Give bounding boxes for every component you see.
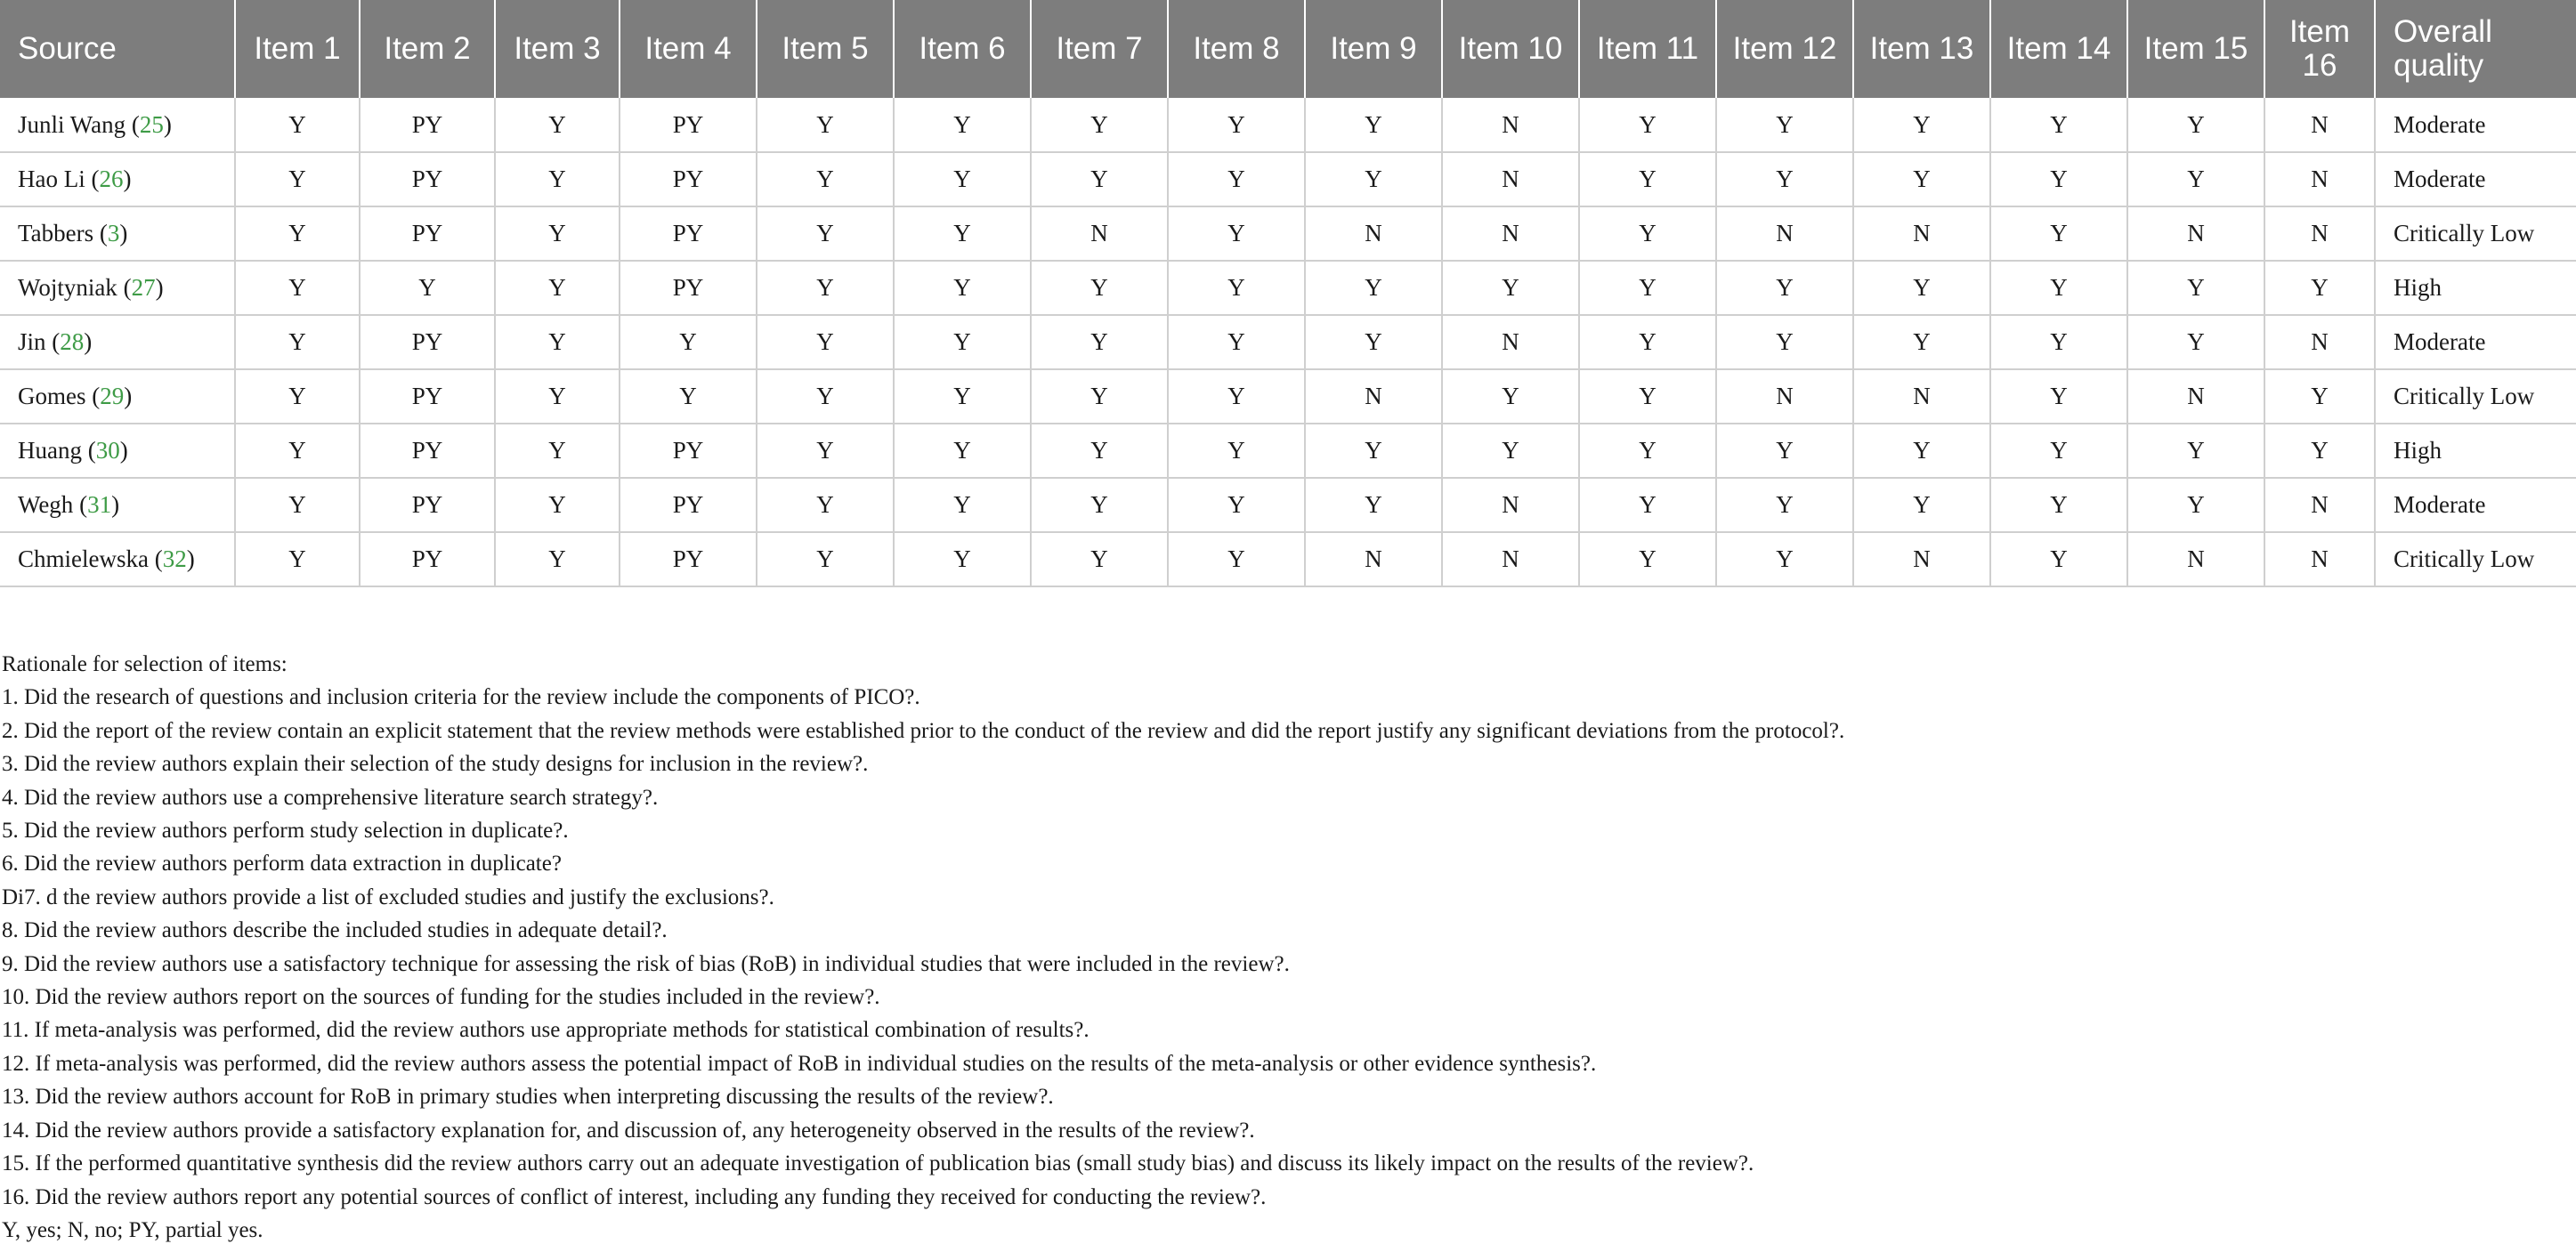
footnote-line: Di7. d the review authors provide a list of excluded studies and justify the exclusions?. bbox=[2, 884, 774, 909]
item-8-rating-cell: Y bbox=[1168, 152, 1305, 206]
item-14-rating-cell: Y bbox=[1990, 369, 2127, 424]
item-16-rating-cell: N bbox=[2264, 315, 2375, 369]
item-2-rating-cell: PY bbox=[360, 424, 495, 478]
item-9-rating-cell: Y bbox=[1305, 478, 1442, 532]
footnote-line: 4. Did the review authors use a comprehensive literature search strategy?. bbox=[2, 785, 659, 810]
column-header-item-16: Item 16 bbox=[2264, 0, 2375, 98]
item-5-rating-cell: Y bbox=[757, 369, 894, 424]
item-1-rating-cell: Y bbox=[235, 206, 360, 261]
item-9-rating-cell: Y bbox=[1305, 424, 1442, 478]
item-10-rating-cell: N bbox=[1442, 532, 1579, 586]
item-8-rating-cell: Y bbox=[1168, 369, 1305, 424]
item-8-rating-cell: Y bbox=[1168, 478, 1305, 532]
item-15-rating-cell: N bbox=[2127, 206, 2264, 261]
reference-link[interactable]: 27 bbox=[131, 274, 156, 301]
item-10-rating-cell: N bbox=[1442, 98, 1579, 152]
overall-quality-cell: Critically Low bbox=[2375, 532, 2576, 586]
footnote-line: 16. Did the review authors report any potential sources of conflict of interest, including any funding they received for conducting the review?. bbox=[2, 1184, 1267, 1209]
footnote-line: 2. Did the report of the review contain an explicit statement that the review methods were established prior to the conduct of the review and did the report justify any significant deviations from the protocol?. bbox=[2, 718, 1845, 743]
item-2-rating-cell: PY bbox=[360, 152, 495, 206]
footnote-line: 6. Did the review authors perform data extraction in duplicate? bbox=[2, 852, 562, 876]
item-5-rating-cell: Y bbox=[757, 206, 894, 261]
item-6-rating-cell: Y bbox=[894, 532, 1031, 586]
item-15-rating-cell: N bbox=[2127, 369, 2264, 424]
item-5-rating-cell: Y bbox=[757, 532, 894, 586]
item-7-rating-cell: Y bbox=[1031, 261, 1168, 315]
item-6-rating-cell: Y bbox=[894, 424, 1031, 478]
source-cell: Huang (30) bbox=[0, 424, 235, 478]
column-header-item-7: Item 7 bbox=[1031, 0, 1168, 98]
source-name: Wojtyniak bbox=[18, 274, 117, 301]
item-13-rating-cell: Y bbox=[1853, 478, 1990, 532]
column-header-item-9: Item 9 bbox=[1305, 0, 1442, 98]
footnote-line: 8. Did the review authors describe the included studies in adequate detail?. bbox=[2, 918, 668, 943]
item-6-rating-cell: Y bbox=[894, 478, 1031, 532]
table-row bbox=[0, 98, 2576, 152]
item-11-rating-cell: Y bbox=[1579, 532, 1716, 586]
overall-quality-cell: Moderate bbox=[2375, 98, 2576, 152]
source-cell: Hao Li (26) bbox=[0, 152, 235, 206]
item-13-rating-cell: Y bbox=[1853, 424, 1990, 478]
item-6-rating-cell: Y bbox=[894, 315, 1031, 369]
item-14-rating-cell: Y bbox=[1990, 152, 2127, 206]
item-6-rating-cell: Y bbox=[894, 261, 1031, 315]
item-12-rating-cell: Y bbox=[1716, 532, 1853, 586]
column-header-item-15: Item 15 bbox=[2127, 0, 2264, 98]
table-row bbox=[0, 424, 2576, 478]
item-16-rating-cell: N bbox=[2264, 532, 2375, 586]
item-4-rating-cell: PY bbox=[620, 424, 757, 478]
item-9-rating-cell: Y bbox=[1305, 315, 1442, 369]
column-header-item-3: Item 3 bbox=[495, 0, 620, 98]
item-2-rating-cell: PY bbox=[360, 315, 495, 369]
item-5-rating-cell: Y bbox=[757, 152, 894, 206]
column-header-item-14: Item 14 bbox=[1990, 0, 2127, 98]
item-11-rating-cell: Y bbox=[1579, 424, 1716, 478]
item-7-rating-cell: Y bbox=[1031, 98, 1168, 152]
table-row bbox=[0, 532, 2576, 586]
item-8-rating-cell: Y bbox=[1168, 532, 1305, 586]
item-16-rating-cell: Y bbox=[2264, 369, 2375, 424]
table-footnotes bbox=[2, 648, 2565, 1247]
item-15-rating-cell: Y bbox=[2127, 315, 2264, 369]
item-7-rating-cell: Y bbox=[1031, 532, 1168, 586]
column-header-item-1: Item 1 bbox=[235, 0, 360, 98]
item-5-rating-cell: Y bbox=[757, 98, 894, 152]
source-cell: Junli Wang (25) bbox=[0, 98, 235, 152]
item-6-rating-cell: Y bbox=[894, 206, 1031, 261]
item-4-rating-cell: PY bbox=[620, 532, 757, 586]
item-2-rating-cell: PY bbox=[360, 478, 495, 532]
item-12-rating-cell: N bbox=[1716, 369, 1853, 424]
source-name: Chmielewska bbox=[18, 545, 149, 572]
item-1-rating-cell: Y bbox=[235, 315, 360, 369]
item-2-rating-cell: PY bbox=[360, 532, 495, 586]
overall-quality-cell: High bbox=[2375, 424, 2576, 478]
item-16-rating-cell: Y bbox=[2264, 261, 2375, 315]
item-10-rating-cell: Y bbox=[1442, 424, 1579, 478]
footnote-line: 5. Did the review authors perform study selection in duplicate?. bbox=[2, 819, 569, 844]
item-16-rating-cell: N bbox=[2264, 206, 2375, 261]
footnote-line: 13. Did the review authors account for RoB in primary studies when interpreting discussing the results of the review?. bbox=[2, 1085, 1054, 1110]
item-4-rating-cell: PY bbox=[620, 98, 757, 152]
item-12-rating-cell: Y bbox=[1716, 152, 1853, 206]
source-name: Jin bbox=[18, 328, 46, 355]
column-header-item-5: Item 5 bbox=[757, 0, 894, 98]
source-name: Huang bbox=[18, 437, 82, 464]
item-15-rating-cell: Y bbox=[2127, 478, 2264, 532]
table-row bbox=[0, 152, 2576, 206]
column-header-item-11: Item 11 bbox=[1579, 0, 1716, 98]
column-header-source: Source bbox=[0, 0, 235, 98]
amstar-quality-table bbox=[0, 0, 2576, 587]
item-3-rating-cell: Y bbox=[495, 261, 620, 315]
item-2-rating-cell: PY bbox=[360, 98, 495, 152]
column-header-overall-quality: Overall quality bbox=[2375, 0, 2576, 98]
item-5-rating-cell: Y bbox=[757, 424, 894, 478]
item-7-rating-cell: Y bbox=[1031, 424, 1168, 478]
item-9-rating-cell: N bbox=[1305, 206, 1442, 261]
item-15-rating-cell: Y bbox=[2127, 152, 2264, 206]
source-name: Gomes bbox=[18, 383, 86, 409]
overall-quality-cell: Critically Low bbox=[2375, 369, 2576, 424]
item-11-rating-cell: Y bbox=[1579, 206, 1716, 261]
footnote-line: 14. Did the review authors provide a satisfactory explanation for, and discussion of, any heterogeneity observed in the results of the review?. bbox=[2, 1118, 1255, 1143]
table-row bbox=[0, 315, 2576, 369]
column-header-item-12: Item 12 bbox=[1716, 0, 1853, 98]
reference-link[interactable]: 30 bbox=[95, 437, 120, 464]
item-3-rating-cell: Y bbox=[495, 424, 620, 478]
item-12-rating-cell: Y bbox=[1716, 315, 1853, 369]
item-12-rating-cell: Y bbox=[1716, 478, 1853, 532]
table-row bbox=[0, 478, 2576, 532]
item-2-rating-cell: Y bbox=[360, 261, 495, 315]
table-body bbox=[0, 98, 2576, 586]
item-15-rating-cell: N bbox=[2127, 532, 2264, 586]
table-row bbox=[0, 261, 2576, 315]
item-10-rating-cell: Y bbox=[1442, 261, 1579, 315]
column-header-item-8: Item 8 bbox=[1168, 0, 1305, 98]
item-8-rating-cell: Y bbox=[1168, 261, 1305, 315]
item-3-rating-cell: Y bbox=[495, 478, 620, 532]
item-4-rating-cell: Y bbox=[620, 369, 757, 424]
item-16-rating-cell: Y bbox=[2264, 424, 2375, 478]
item-4-rating-cell: PY bbox=[620, 152, 757, 206]
source-name: Wegh bbox=[18, 491, 74, 518]
item-3-rating-cell: Y bbox=[495, 206, 620, 261]
item-1-rating-cell: Y bbox=[235, 369, 360, 424]
item-5-rating-cell: Y bbox=[757, 261, 894, 315]
item-15-rating-cell: Y bbox=[2127, 98, 2264, 152]
overall-quality-cell: Moderate bbox=[2375, 478, 2576, 532]
overall-quality-cell: Critically Low bbox=[2375, 206, 2576, 261]
footnote-line: 15. If the performed quantitative synthesis did the review authors carry out an adequate investigation of publication bias (small study bias) and discuss its likely impact on the results of the review?. bbox=[2, 1151, 1754, 1176]
source-cell: Wojtyniak (27) bbox=[0, 261, 235, 315]
item-14-rating-cell: Y bbox=[1990, 98, 2127, 152]
overall-quality-cell: High bbox=[2375, 261, 2576, 315]
item-9-rating-cell: Y bbox=[1305, 152, 1442, 206]
item-7-rating-cell: Y bbox=[1031, 152, 1168, 206]
item-13-rating-cell: Y bbox=[1853, 315, 1990, 369]
item-10-rating-cell: N bbox=[1442, 478, 1579, 532]
item-15-rating-cell: Y bbox=[2127, 424, 2264, 478]
table-header-row bbox=[0, 0, 2576, 98]
source-cell: Jin (28) bbox=[0, 315, 235, 369]
item-1-rating-cell: Y bbox=[235, 261, 360, 315]
item-7-rating-cell: Y bbox=[1031, 315, 1168, 369]
reference-link[interactable]: 25 bbox=[139, 110, 164, 138]
item-11-rating-cell: Y bbox=[1579, 152, 1716, 206]
item-16-rating-cell: N bbox=[2264, 98, 2375, 152]
item-6-rating-cell: Y bbox=[894, 369, 1031, 424]
item-16-rating-cell: N bbox=[2264, 152, 2375, 206]
item-11-rating-cell: Y bbox=[1579, 478, 1716, 532]
item-15-rating-cell: Y bbox=[2127, 261, 2264, 315]
item-8-rating-cell: Y bbox=[1168, 206, 1305, 261]
item-13-rating-cell: Y bbox=[1853, 152, 1990, 206]
item-4-rating-cell: Y bbox=[620, 315, 757, 369]
footnote-line: 3. Did the review authors explain their selection of the study designs for inclusion in the review?. bbox=[2, 752, 869, 777]
item-9-rating-cell: N bbox=[1305, 369, 1442, 424]
column-header-item-4: Item 4 bbox=[620, 0, 757, 98]
item-14-rating-cell: Y bbox=[1990, 424, 2127, 478]
reference-link[interactable]: 3 bbox=[107, 220, 120, 246]
item-11-rating-cell: Y bbox=[1579, 261, 1716, 315]
item-12-rating-cell: Y bbox=[1716, 98, 1853, 152]
item-1-rating-cell: Y bbox=[235, 424, 360, 478]
item-3-rating-cell: Y bbox=[495, 315, 620, 369]
item-14-rating-cell: Y bbox=[1990, 315, 2127, 369]
item-8-rating-cell: Y bbox=[1168, 315, 1305, 369]
footnote-line: 12. If meta-analysis was performed, did the review authors assess the potential impact of RoB in individual studies on the results of the meta-analysis or other evidence synthesis?. bbox=[2, 1051, 1597, 1076]
item-7-rating-cell: N bbox=[1031, 206, 1168, 261]
item-13-rating-cell: N bbox=[1853, 532, 1990, 586]
reference-link[interactable]: 29 bbox=[100, 383, 125, 409]
source-name: Junli Wang bbox=[18, 110, 126, 138]
item-13-rating-cell: Y bbox=[1853, 261, 1990, 315]
source-name: Tabbers bbox=[18, 220, 94, 246]
item-11-rating-cell: Y bbox=[1579, 98, 1716, 152]
item-7-rating-cell: Y bbox=[1031, 478, 1168, 532]
item-1-rating-cell: Y bbox=[235, 152, 360, 206]
source-name: Hao Li bbox=[18, 166, 85, 192]
item-8-rating-cell: Y bbox=[1168, 98, 1305, 152]
item-9-rating-cell: Y bbox=[1305, 98, 1442, 152]
item-11-rating-cell: Y bbox=[1579, 315, 1716, 369]
item-11-rating-cell: Y bbox=[1579, 369, 1716, 424]
source-cell: Wegh (31) bbox=[0, 478, 235, 532]
item-12-rating-cell: Y bbox=[1716, 424, 1853, 478]
item-1-rating-cell: Y bbox=[235, 532, 360, 586]
reference-link[interactable]: 26 bbox=[99, 166, 124, 192]
footnote-line: 11. If meta-analysis was performed, did the review authors use appropriate methods for statistical combination of results?. bbox=[2, 1018, 1090, 1043]
source-cell: Tabbers (3) bbox=[0, 206, 235, 261]
item-9-rating-cell: N bbox=[1305, 532, 1442, 586]
item-5-rating-cell: Y bbox=[757, 478, 894, 532]
item-14-rating-cell: Y bbox=[1990, 206, 2127, 261]
item-2-rating-cell: PY bbox=[360, 206, 495, 261]
source-cell: Gomes (29) bbox=[0, 369, 235, 424]
item-4-rating-cell: PY bbox=[620, 206, 757, 261]
item-13-rating-cell: N bbox=[1853, 369, 1990, 424]
item-10-rating-cell: Y bbox=[1442, 369, 1579, 424]
item-6-rating-cell: Y bbox=[894, 98, 1031, 152]
item-2-rating-cell: PY bbox=[360, 369, 495, 424]
footnote-line: 9. Did the review authors use a satisfactory technique for assessing the risk of bias (RoB) in individual studies that were included in the review?. bbox=[2, 951, 1290, 976]
item-14-rating-cell: Y bbox=[1990, 478, 2127, 532]
footnote-heading: Rationale for selection of items: bbox=[2, 652, 288, 676]
item-3-rating-cell: Y bbox=[495, 98, 620, 152]
footnote-line: 1. Did the research of questions and inclusion criteria for the review include the components of PICO?. bbox=[2, 685, 920, 710]
table-row bbox=[0, 369, 2576, 424]
item-8-rating-cell: Y bbox=[1168, 424, 1305, 478]
column-header-item-6: Item 6 bbox=[894, 0, 1031, 98]
reference-link[interactable]: 28 bbox=[60, 328, 85, 355]
item-9-rating-cell: Y bbox=[1305, 261, 1442, 315]
source-cell: Chmielewska (32) bbox=[0, 532, 235, 586]
item-10-rating-cell: N bbox=[1442, 206, 1579, 261]
item-13-rating-cell: Y bbox=[1853, 98, 1990, 152]
reference-link[interactable]: 31 bbox=[87, 491, 112, 518]
item-7-rating-cell: Y bbox=[1031, 369, 1168, 424]
item-1-rating-cell: Y bbox=[235, 98, 360, 152]
overall-quality-cell: Moderate bbox=[2375, 315, 2576, 369]
item-3-rating-cell: Y bbox=[495, 532, 620, 586]
item-10-rating-cell: N bbox=[1442, 152, 1579, 206]
item-4-rating-cell: PY bbox=[620, 261, 757, 315]
item-6-rating-cell: Y bbox=[894, 152, 1031, 206]
item-4-rating-cell: PY bbox=[620, 478, 757, 532]
item-12-rating-cell: N bbox=[1716, 206, 1853, 261]
column-header-item-10: Item 10 bbox=[1442, 0, 1579, 98]
item-16-rating-cell: N bbox=[2264, 478, 2375, 532]
item-14-rating-cell: Y bbox=[1990, 261, 2127, 315]
item-14-rating-cell: Y bbox=[1990, 532, 2127, 586]
item-5-rating-cell: Y bbox=[757, 315, 894, 369]
item-10-rating-cell: N bbox=[1442, 315, 1579, 369]
footnote-line: 10. Did the review authors report on the sources of funding for the studies included in the review?. bbox=[2, 985, 880, 1010]
reference-link[interactable]: 32 bbox=[162, 545, 187, 572]
item-1-rating-cell: Y bbox=[235, 478, 360, 532]
item-3-rating-cell: Y bbox=[495, 152, 620, 206]
item-13-rating-cell: N bbox=[1853, 206, 1990, 261]
table-row bbox=[0, 206, 2576, 261]
item-12-rating-cell: Y bbox=[1716, 261, 1853, 315]
overall-quality-cell: Moderate bbox=[2375, 152, 2576, 206]
footnote-line: Y, yes; N, no; PY, partial yes. bbox=[2, 1217, 263, 1242]
column-header-item-13: Item 13 bbox=[1853, 0, 1990, 98]
item-3-rating-cell: Y bbox=[495, 369, 620, 424]
column-header-item-2: Item 2 bbox=[360, 0, 495, 98]
